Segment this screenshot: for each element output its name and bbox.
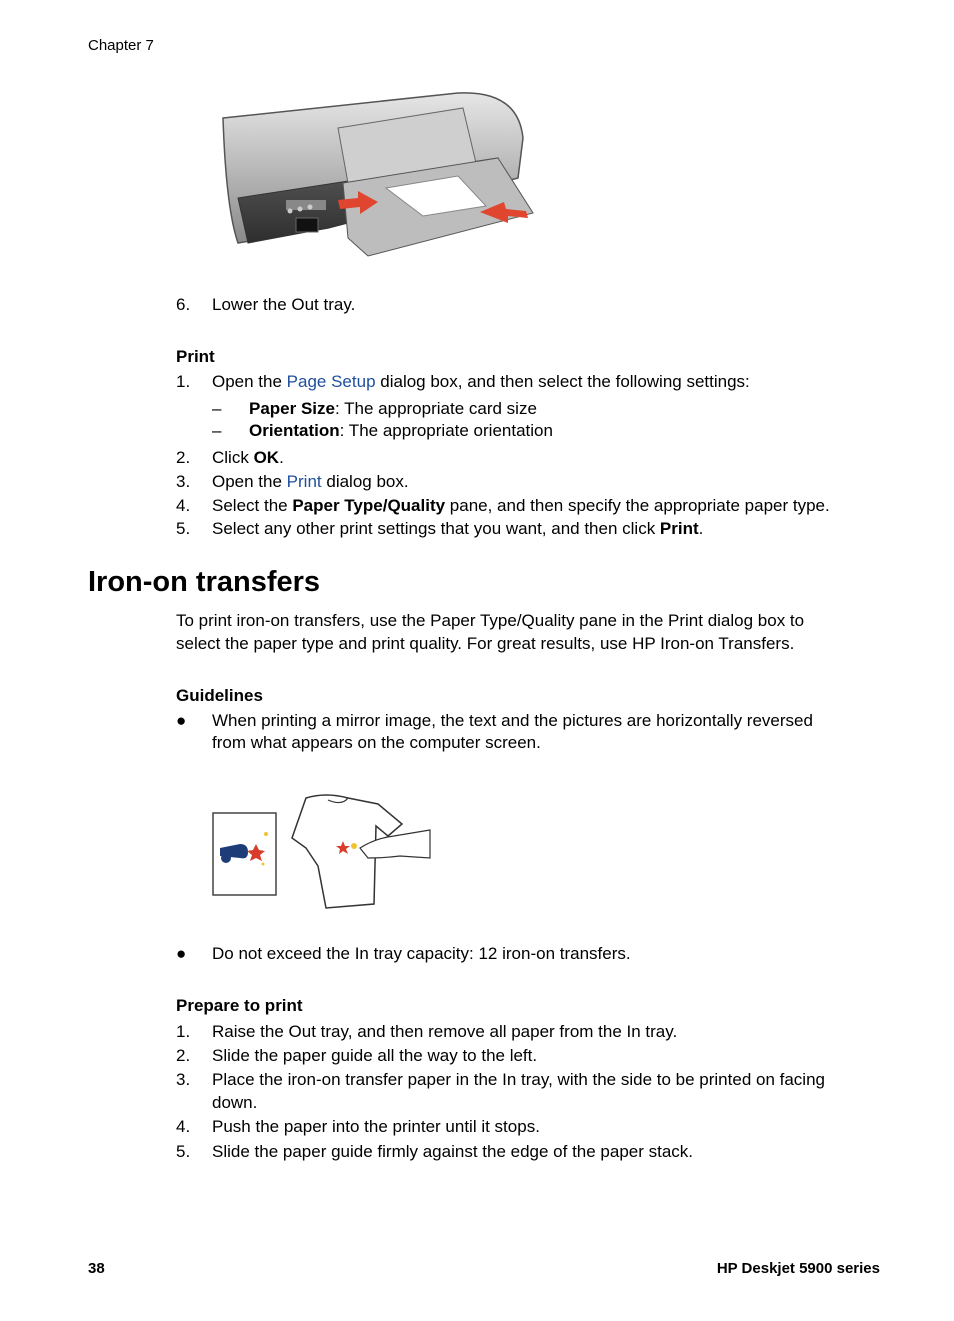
print-heading: Print: [176, 347, 215, 366]
step-text: Push the paper into the printer until it stops.: [212, 1117, 540, 1136]
guidelines-heading: Guidelines: [176, 686, 263, 705]
bullet-marker: ●: [176, 711, 187, 730]
step-text: Select any other print settings that you want, and then click Print.: [212, 519, 704, 538]
step-text: Select the Paper Type/Quality pane, and then specify the appropriate paper type.: [212, 496, 830, 515]
step-number: 5.: [176, 519, 191, 538]
step-text: Place the iron-on transfer paper in the In tray, with the side to be printed on facing: [212, 1070, 825, 1089]
step-number: 1.: [176, 1022, 191, 1041]
printer-illustration: [218, 88, 538, 260]
prepare-heading: Prepare to print: [176, 996, 303, 1015]
guideline-text: When printing a mirror image, the text and the pictures are horizontally reversed: [212, 711, 813, 730]
guideline-text: from what appears on the computer screen.: [212, 733, 541, 752]
chapter-header: Chapter 7: [88, 37, 154, 54]
print-link[interactable]: Print: [286, 472, 322, 491]
intro-line: To print iron-on transfers, use the Paper Type/Quality pane in the Print dialog box to: [176, 611, 805, 630]
step-number: 5.: [176, 1142, 191, 1161]
setting-item: Paper Size: The appropriate card size: [249, 399, 537, 418]
page-number: 38: [88, 1260, 105, 1277]
step-text: Slide the paper guide all the way to the left.: [212, 1046, 538, 1065]
setting-item: Orientation: The appropriate orientation: [249, 421, 553, 440]
step-text: Slide the paper guide firmly against the edge of the paper stack.: [212, 1142, 694, 1161]
guideline-text: Do not exceed the In tray capacity: 12 iron-on transfers.: [212, 944, 631, 963]
step-text: Click OK.: [212, 448, 284, 467]
step-number: 2.: [176, 1046, 191, 1065]
step-text: Lower the Out tray.: [212, 295, 356, 314]
page-setup-link[interactable]: Page Setup: [286, 372, 376, 391]
step-number: 6.: [176, 295, 191, 314]
step-text: Raise the Out tray, and then remove all paper from the In tray.: [212, 1022, 678, 1041]
intro-line: select the paper type and print quality. For great results, use HP Iron-on Transfers.: [176, 634, 795, 653]
step-number: 3.: [176, 1070, 191, 1089]
step-text: down.: [212, 1093, 258, 1112]
step-number: 3.: [176, 472, 191, 491]
step-number: 1.: [176, 372, 191, 391]
step-text: Open the Print dialog box.: [212, 472, 409, 491]
bullet-marker: ●: [176, 944, 187, 963]
step-number: 4.: [176, 496, 191, 515]
step-text: Open the Page Setup dialog box, and then select the following settings:: [212, 372, 750, 391]
product-name: HP Deskjet 5900 series: [716, 1260, 880, 1277]
dash-marker: –: [212, 421, 222, 440]
step-number: 4.: [176, 1117, 191, 1136]
dash-marker: –: [212, 399, 222, 418]
iron-on-illustration: [208, 786, 436, 912]
section-title: Iron-on transfers: [88, 566, 321, 598]
step-number: 2.: [176, 448, 191, 467]
